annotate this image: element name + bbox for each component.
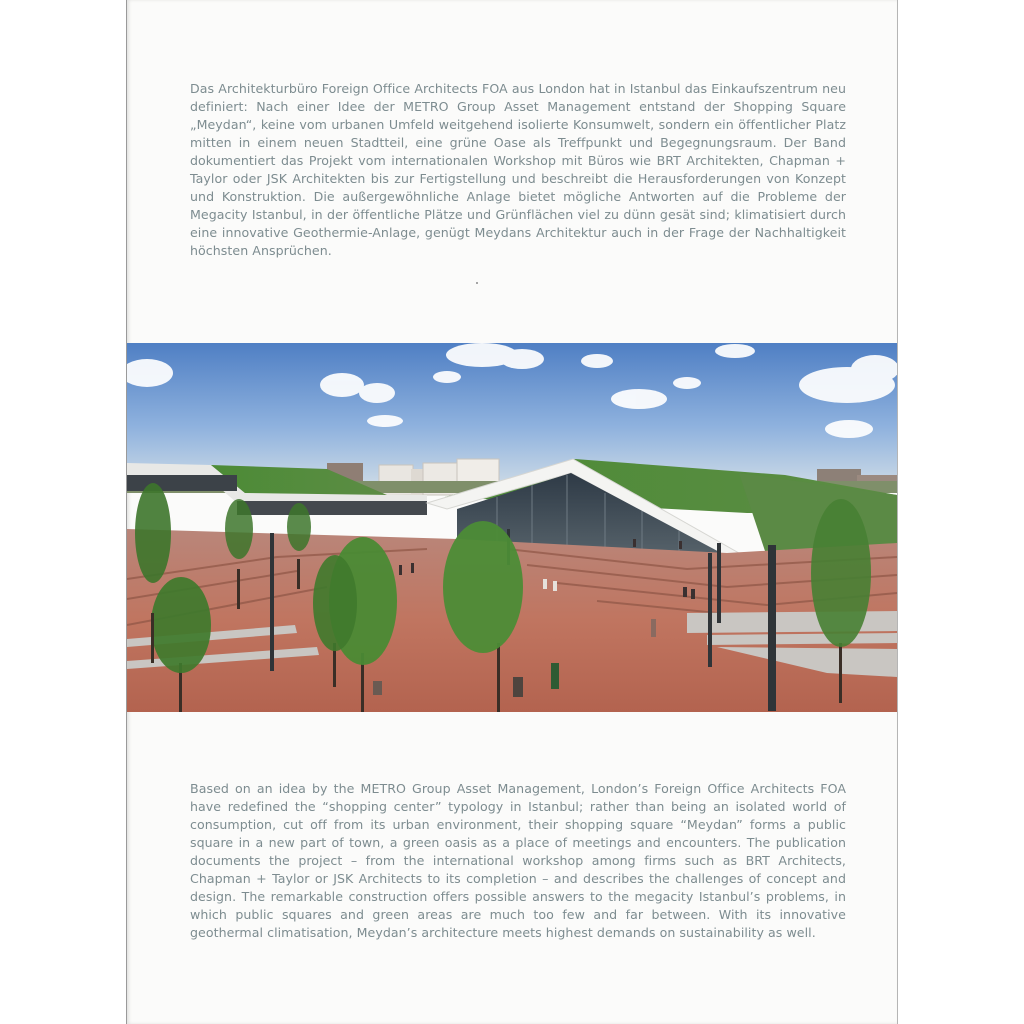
book-back-cover: [126, 0, 898, 1024]
english-blurb: Based on an idea by the METRO Group Asset Management, London’s Foreign Office Architects FOA have redefined the “shopping center” typology in Istanbul; rather than being an isolated world of consumption, cut off from its urban environment, their shopping square “Meydan” forms a public square in a new part of town, a green oasis as a place of meetings and encounters. The publication documents the project – from the international workshop among firms such as BRT Architects, Chapman + Taylor or JSK Architects to its completion – and describes the challenges of concept and design. The remarkable construction offers possible answers to the megacity Istanbul’s problems, in which public squares and green areas are much too few and far between. With its innovative geothermal climatisation, Meydan’s architecture meets highest demands on sustainability as well.: [190, 781, 846, 940]
print-speck: [476, 282, 478, 284]
german-blurb: Das Architekturbüro Foreign Office Architects FOA aus London hat in Istanbul das Einkaufszentrum neu definiert: Nach einer Idee der METRO Group Asset Management entstand der Shopping Square „Meydan“, keine vom urbanen Umfeld weitgehend isolierte Konsumwelt, sondern ein öffentlicher Platz mitten in einem neuen Stadtteil, eine grüne Oase als Treffpunkt und Begegnungsraum. Der Band dokumentiert das Projekt vom internationalen Workshop mit Büros wie BRT Architekten, Chapman + Taylor oder JSK Architekten bis zur Fertigstellung und beschreibt die Herausforderungen von Konzept und Konstruktion. Die außergewöhnliche Anlage bietet mögliche Antworten auf die Probleme der Megacity Istanbul, in der öffentliche Plätze und Grünflächen viel zu dünn gesät sind; klimatisiert durch eine innovative Geothermie-Anlage, genügt Meydans Architektur auch in der Frage der Nachhaltigkeit höchsten Ansprüchen.: [190, 81, 846, 258]
meydan-plaza-photo: [127, 343, 897, 712]
